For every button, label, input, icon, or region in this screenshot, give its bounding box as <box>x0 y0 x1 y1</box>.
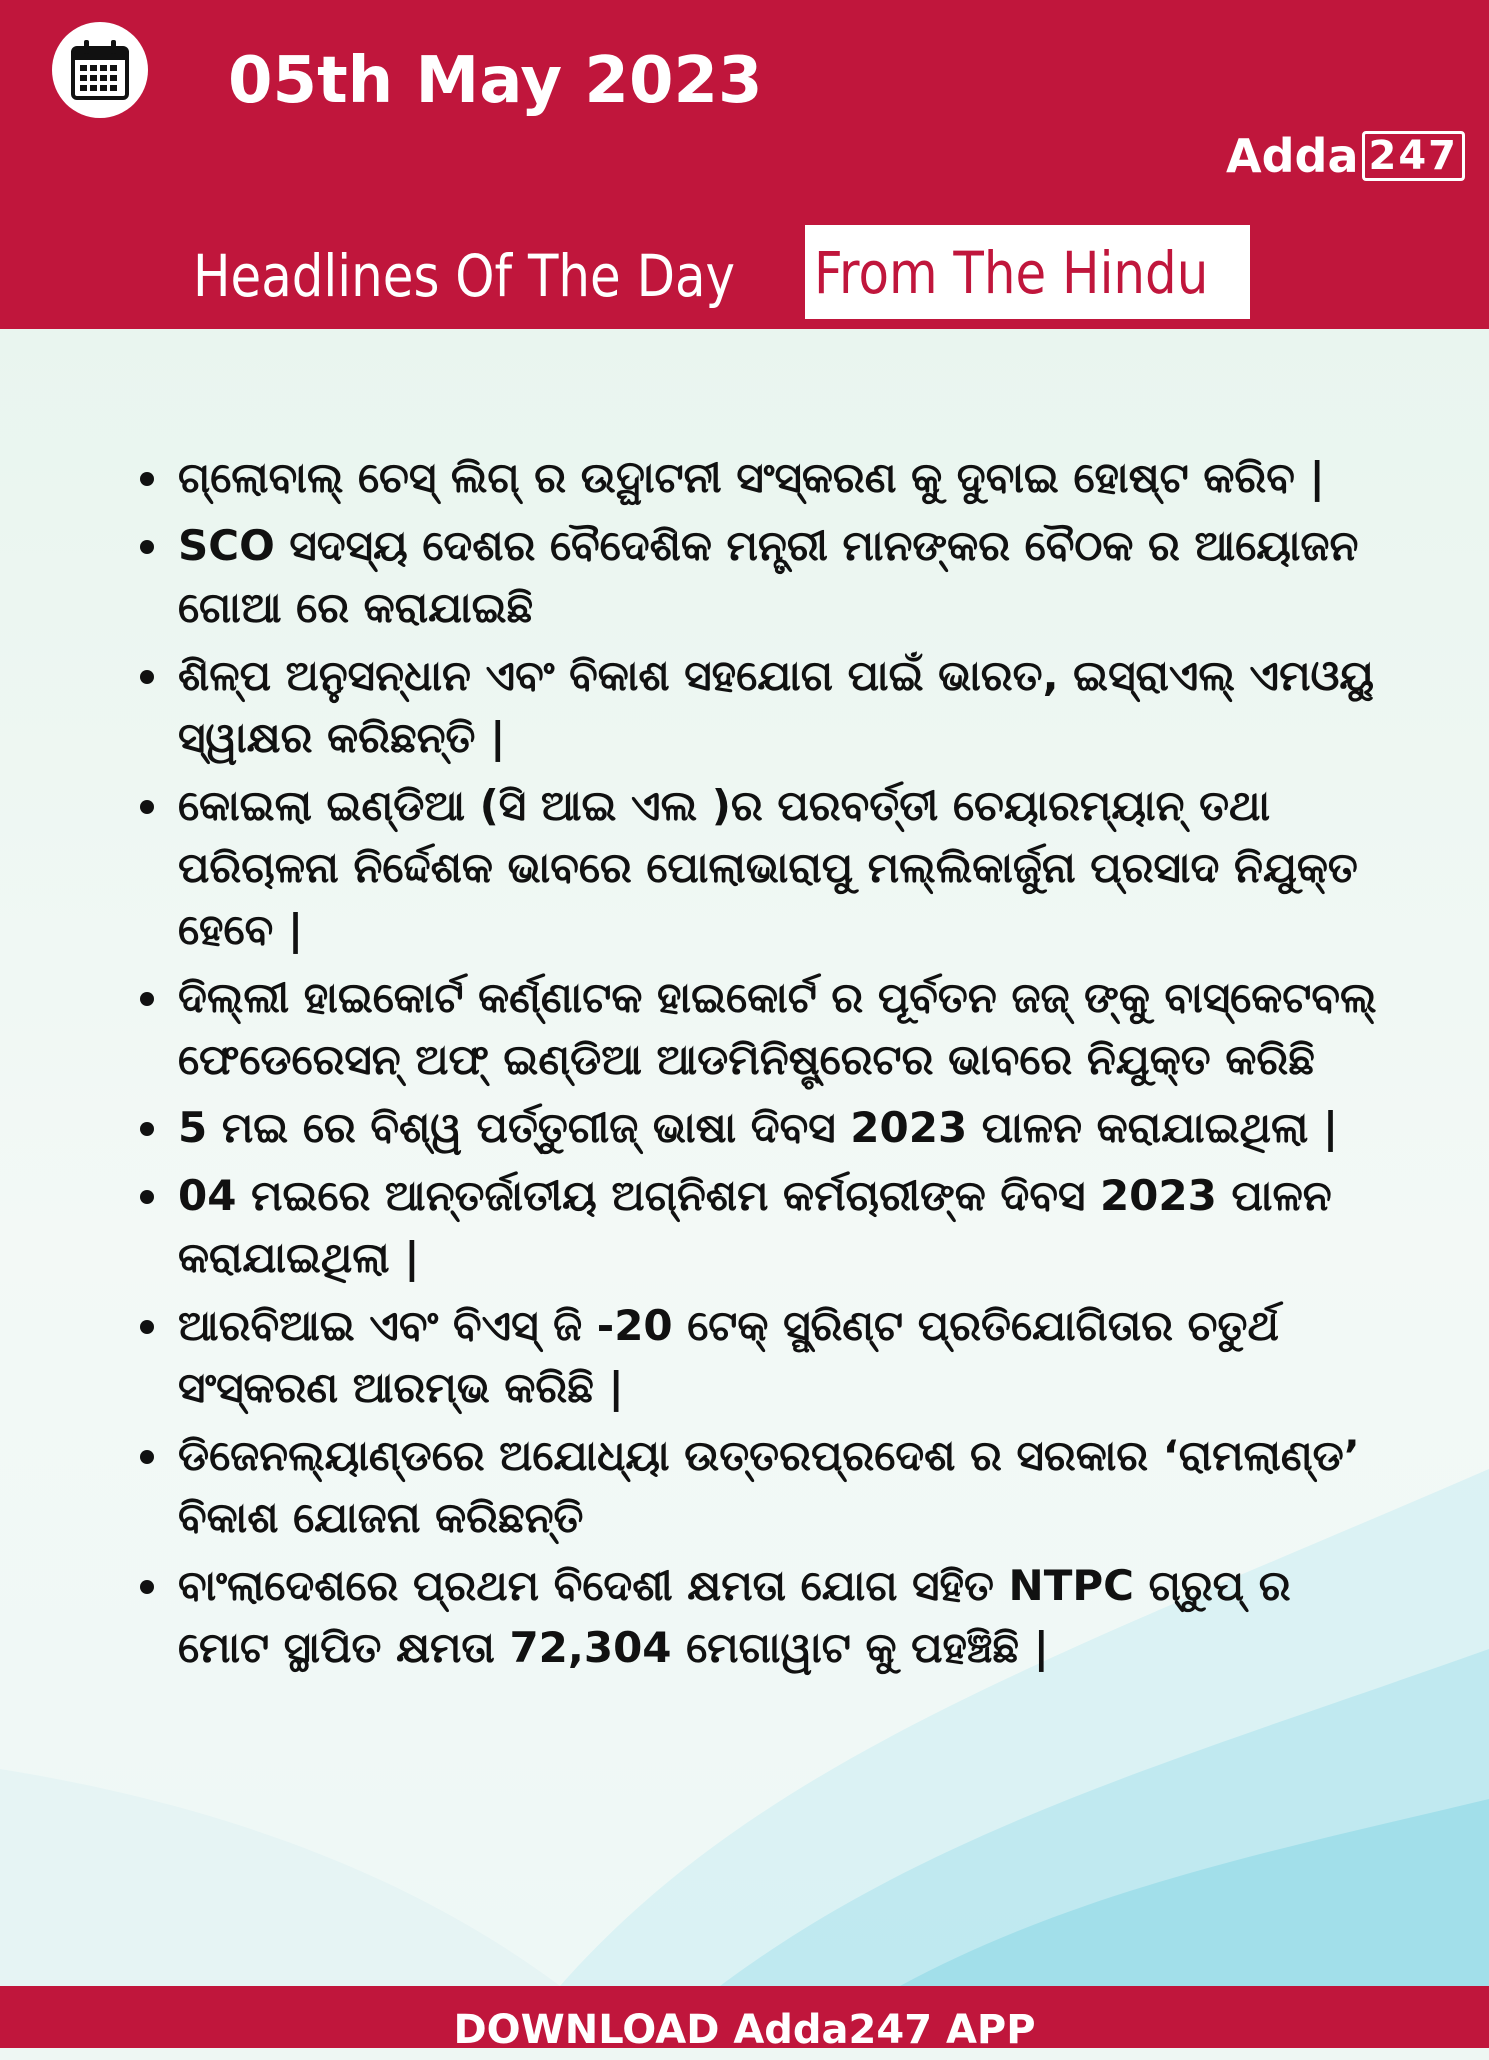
bullet-icon <box>140 540 154 554</box>
bullet-icon <box>140 472 154 486</box>
headline-text: କୋଇଲା ଇଣ୍ଡିଆ (ସି ଆଇ ଏଲ )ର ପରବର୍ତ୍ତୀ ଚେୟାରମ୍ୟାନ୍ ତଥା ପରିଚାଳନା ନିର୍ଦ୍ଦେଶକ ଭାବରେ ପୋଲାଭାରାପୁ ମଲ୍ଲିକାର୍ଜୁନା ପ୍ରସାଦ ନିଯୁକ୍ତ ହେବେ | <box>178 781 1358 954</box>
headline-item <box>130 775 1395 961</box>
headline-text: ଦିଲ୍ଲୀ ହାଇକୋର୍ଟ କର୍ଣ୍ଣାଟକ ହାଇକୋର୍ଟ ର ପୂର୍ବତନ ଜଜ୍ ଙ୍କୁ ବାସ୍କେଟବଲ୍ ଫେଡେରେସନ୍ ଅଫ୍ ଇଣ୍ଡିଆ ଆଡମିନିଷ୍ଟ୍ରେଟର ଭାବରେ ନିଯୁକ୍ତ କରିଛି <box>178 973 1377 1084</box>
calendar-badge <box>52 22 148 118</box>
page-title: Headlines Of The Day <box>193 242 736 310</box>
headline-item <box>130 515 1395 639</box>
bullet-icon <box>140 800 154 814</box>
headline-item <box>130 1425 1395 1549</box>
header-banner <box>0 0 1489 329</box>
headline-text: SCO ସଦସ୍ୟ ଦେଶର ବୈଦେଶିକ ମନ୍ତ୍ରୀ ମାନଙ୍କର ବୈଠକ ର ଆୟୋଜନ ଗୋଆ ରେ କରାଯାଇଛି <box>178 521 1359 632</box>
headline-item <box>130 1555 1395 1679</box>
date-text: 05th May 2023 <box>228 44 763 118</box>
download-app-link[interactable]: DOWNLOAD Adda247 APP <box>453 2007 1036 2053</box>
headline-text: 5 ମଇ ରେ ବିଶ୍ୱ ପର୍ତ୍ତୁଗୀଜ୍ ଭାଷା ଦିବସ 2023 ପାଳନ କରାଯାଇଥିଲା | <box>178 1103 1339 1152</box>
headline-item <box>130 1295 1395 1419</box>
headline-item <box>130 1097 1395 1159</box>
bullet-icon <box>140 670 154 684</box>
adda247-logo <box>1226 128 1465 184</box>
bullet-icon <box>140 1580 154 1594</box>
headlines-list <box>130 447 1395 1685</box>
source-label: From The Hindu <box>814 239 1209 307</box>
headline-text: ବାଂଲାଦେଶରେ ପ୍ରଥମ ବିଦେଶୀ କ୍ଷମତା ଯୋଗ ସହିତ NTPC ଗ୍ରୁପ୍ ର ମୋଟ ସ୍ଥାପିତ କ୍ଷମତା 72,304 ମେଗାୱାଟ କୁ ପହଞ୍ଚିଛି | <box>178 1561 1291 1672</box>
headline-text: ଶିଳ୍ପ ଅନୁସନ୍ଧାନ ଏବଂ ବିକାଶ ସହଯୋଗ ପାଇଁ ଭାରତ, ଇସ୍ରାଏଲ୍ ଏମଓୟୁ ସ୍ୱାକ୍ଷର କରିଛନ୍ତି | <box>178 651 1375 762</box>
headline-item <box>130 645 1395 769</box>
brand-number: 247 <box>1362 131 1466 181</box>
source-label-box <box>805 225 1250 319</box>
headline-item <box>130 967 1395 1091</box>
headline-text: ଗ୍ଲୋବାଲ୍ ଚେସ୍ ଲିଗ୍ ର ଉଦ୍ଘାଟନୀ ସଂସ୍କରଣ କୁ ଦୁବାଇ ହୋଷ୍ଟ କରିବ | <box>178 453 1325 502</box>
brand-name: Adda <box>1226 129 1359 183</box>
bullet-icon <box>140 1190 154 1204</box>
headline-text: ଆରବିଆଇ ଏବଂ ବିଏସ୍ ଜି -20 ଟେକ୍ ସ୍ପ୍ରିଣ୍ଟ ପ୍ରତିଯୋଗିତାର ଚତୁର୍ଥ ସଂସ୍କରଣ ଆରମ୍ଭ କରିଛି | <box>178 1301 1279 1412</box>
headline-item <box>130 447 1395 509</box>
headline-text: 04 ମଇରେ ଆନ୍ତର୍ଜାତୀୟ ଅଗ୍ନିଶମ କର୍ମଚାରୀଙ୍କ ଦିବସ 2023 ପାଳନ କରାଯାଇଥିଲା | <box>178 1171 1332 1282</box>
bullet-icon <box>140 1122 154 1136</box>
footer-banner[interactable] <box>0 1986 1489 2053</box>
bullet-icon <box>140 1450 154 1464</box>
headline-text: ଡିଜେନଲ୍ୟାଣ୍ଡରେ ଅଯୋଧ୍ୟା ଉତ୍ତରପ୍ରଦେଶ ର ସରକାର ‘ରାମଲାଣ୍ଡ’ ବିକାଶ ଯୋଜନା କରିଛନ୍ତି <box>178 1431 1360 1542</box>
calendar-icon <box>70 38 130 102</box>
headline-item <box>130 1165 1395 1289</box>
bullet-icon <box>140 992 154 1006</box>
bullet-icon <box>140 1320 154 1334</box>
